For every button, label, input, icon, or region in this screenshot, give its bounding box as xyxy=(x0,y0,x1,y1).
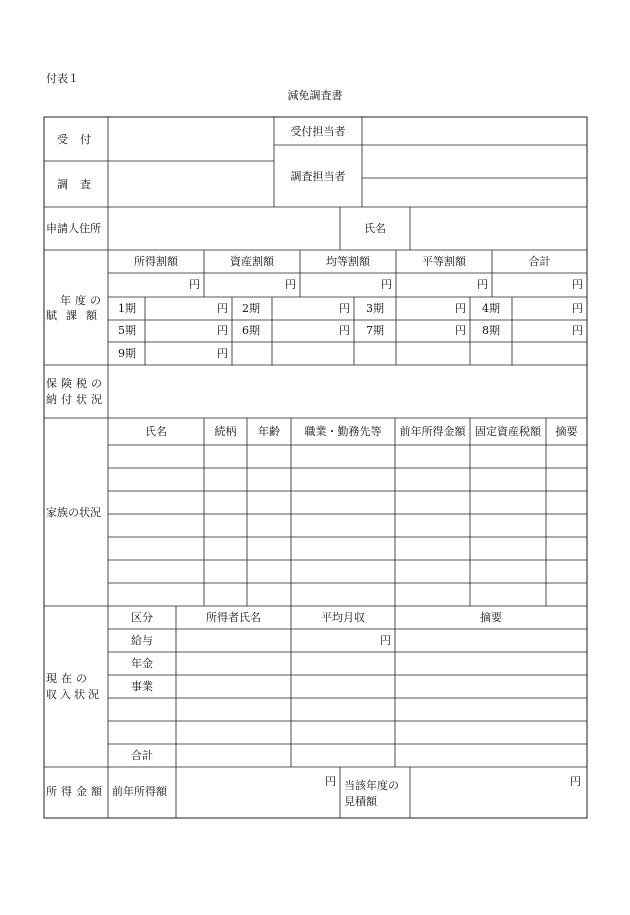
income-row-total: 合計 xyxy=(131,749,153,762)
current-estimate-label-1: 当該年度の xyxy=(344,779,399,792)
period-9-label: 9期 xyxy=(118,347,136,360)
applicant-address-label: 申請人住所 xyxy=(46,222,101,235)
income-col-remarks: 摘要 xyxy=(480,611,502,624)
assessment-label-2: 賦課額 xyxy=(46,309,106,322)
income-col-monthly-avg: 平均月収 xyxy=(321,611,365,624)
prev-year-income-label: 前年所得額 xyxy=(112,785,167,798)
income-row-salary: 給与 xyxy=(131,634,153,647)
col-asset-levy: 資産割額 xyxy=(230,255,274,268)
income-label-1: 現在の xyxy=(46,672,91,685)
family-col-name: 氏名 xyxy=(145,425,167,438)
income-col-category: 区分 xyxy=(131,611,153,624)
yen-unit: 円 xyxy=(339,324,350,337)
period-3-label: 3期 xyxy=(366,302,384,315)
yen-unit: 円 xyxy=(325,775,336,788)
family-col-remarks: 摘要 xyxy=(555,425,578,438)
yen-unit: 円 xyxy=(572,278,583,291)
yen-unit: 円 xyxy=(570,775,581,788)
reception-staff-label: 受付担当者 xyxy=(290,125,346,138)
yen-unit: 円 xyxy=(217,324,228,337)
col-per-capita-levy: 均等割額 xyxy=(326,255,370,268)
family-col-occupation: 職業・勤務先等 xyxy=(304,425,382,438)
applicant-name-label: 氏名 xyxy=(364,222,386,235)
period-6-label: 6期 xyxy=(242,324,260,337)
form-title: 減免調査書 xyxy=(287,89,343,102)
yen-unit: 円 xyxy=(455,302,466,315)
yen-unit: 円 xyxy=(217,347,228,360)
income-amount-label: 所得金額 xyxy=(46,785,106,798)
income-label-2: 収入状況 xyxy=(46,688,102,701)
insurance-label-2: 納付状況 xyxy=(46,393,106,406)
current-estimate-label-2: 見積額 xyxy=(344,795,377,808)
family-col-prev-income: 前年所得金額 xyxy=(399,425,466,438)
yen-unit: 円 xyxy=(572,324,583,337)
yen-unit: 円 xyxy=(572,302,583,315)
income-col-earner-name: 所得者氏名 xyxy=(206,611,261,624)
col-flat-levy: 平等割額 xyxy=(422,255,466,268)
yen-unit: 円 xyxy=(477,278,488,291)
yen-unit: 円 xyxy=(380,634,391,647)
period-5-label: 5期 xyxy=(118,324,136,337)
income-row-pension: 年金 xyxy=(131,657,153,670)
investigation-label: 調査 xyxy=(57,178,103,191)
family-label: 家族の状況 xyxy=(46,506,101,519)
reception-label: 受付 xyxy=(57,133,103,146)
investigation-staff-label: 調査担当者 xyxy=(290,170,346,183)
attachment-label: 付表１ xyxy=(46,72,79,85)
period-4-label: 4期 xyxy=(482,302,500,315)
period-7-label: 7期 xyxy=(366,324,384,337)
income-row-business: 事業 xyxy=(131,680,153,693)
family-col-relation: 続柄 xyxy=(214,425,237,438)
yen-unit: 円 xyxy=(189,278,200,291)
period-8-label: 8期 xyxy=(482,324,500,337)
insurance-label-1: 保険税の xyxy=(46,377,106,390)
yen-unit: 円 xyxy=(217,302,228,315)
period-2-label: 2期 xyxy=(242,302,260,315)
family-col-age: 年齢 xyxy=(258,425,280,438)
yen-unit: 円 xyxy=(285,278,296,291)
yen-unit: 円 xyxy=(381,278,392,291)
family-col-property-tax: 固定資産税額 xyxy=(475,425,541,438)
yen-unit: 円 xyxy=(339,302,350,315)
col-total: 合計 xyxy=(528,255,551,268)
col-income-levy: 所得割額 xyxy=(134,255,178,268)
period-1-label: 1期 xyxy=(118,302,136,315)
yen-unit: 円 xyxy=(455,324,466,337)
assessment-label-1: 年度の xyxy=(60,294,105,307)
